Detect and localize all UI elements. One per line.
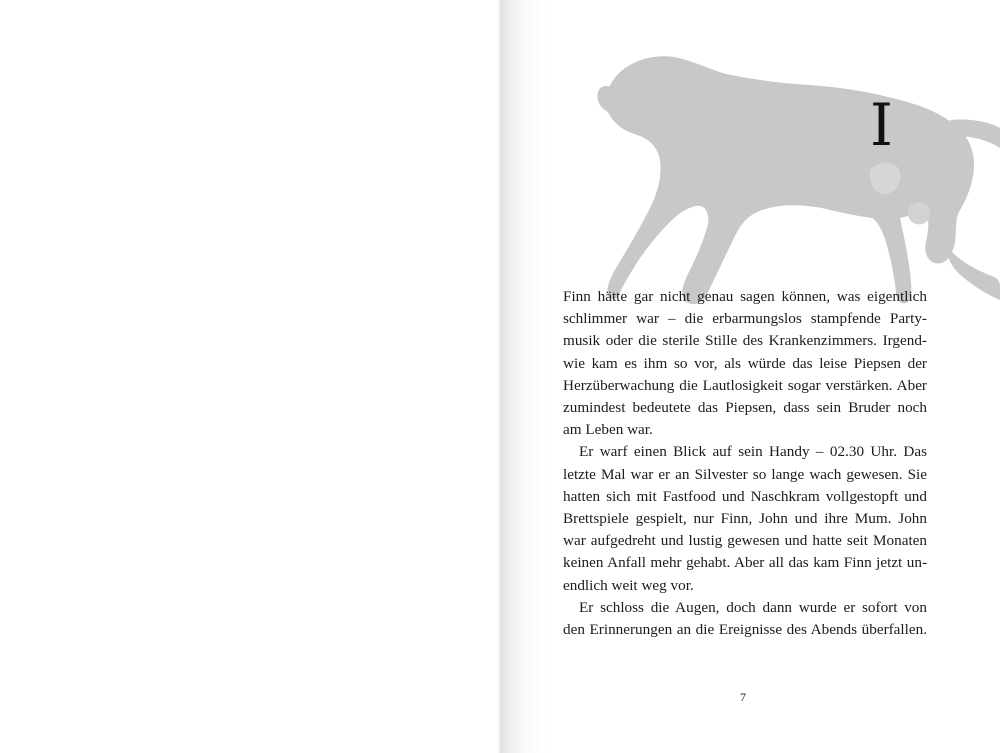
text-line: keinen Anfall mehr gehabt. Aber all das kam Finn jetzt un-: [563, 554, 927, 572]
text-line: wie kam es ihm so vor, als würde das leise Piepsen der: [563, 354, 927, 372]
gutter-shadow: [497, 0, 501, 753]
chapter-number: I: [870, 91, 893, 159]
text-line: Er schloss die Augen, doch dann wurde er sofort von: [579, 598, 927, 616]
text-line: Er warf einen Blick auf sein Handy – 02.30 Uhr. Das: [579, 443, 927, 461]
text-line: Brettspiele gespielt, nur Finn, John und ihre Mum. John: [563, 510, 927, 528]
text-line: endlich weit weg vor.: [563, 576, 694, 594]
page-number: 7: [740, 690, 746, 704]
text-line: letzte Mal war er an Silvester so lange wach gewesen. Sie: [563, 465, 927, 483]
text-line: Herzüberwachung die Lautlosigkeit sogar verstärken. Aber: [563, 376, 927, 394]
text-line: den Erinnerungen an die Ereignisse des Abends überfallen.: [563, 621, 927, 639]
text-line: war aufgedreht und lustig gewesen und hatte seit Monaten: [563, 532, 927, 550]
paragraph-1: [563, 286, 927, 441]
text-line: zumindest bedeutete das Piepsen, dass sein Bruder noch: [563, 399, 927, 417]
text-line: musik oder die sterile Stille des Krankenzimmers. Irgend-: [563, 332, 927, 350]
right-page: [500, 0, 1000, 753]
paragraph-2: [563, 441, 927, 596]
text-line: schlimmer war – die erbarmungslos stampfende Party-: [563, 310, 927, 328]
text-line: hatten sich mit Fastfood und Naschkram vollgestopft und: [563, 487, 927, 505]
body-text: [563, 286, 927, 641]
text-line: Finn hätte gar nicht genau sagen können, was eigentlich: [563, 288, 927, 305]
paragraph-3: [563, 597, 927, 641]
text-line: am Leben war.: [563, 421, 653, 439]
